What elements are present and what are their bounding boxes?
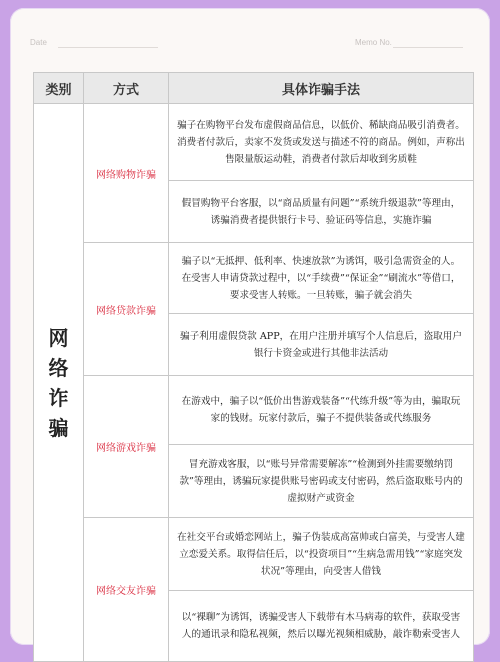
method-cell: 网络购物诈骗 — [84, 104, 169, 243]
technique-cell: 在社交平台或婚恋网站上，骗子伪装成高富帅或白富美，与受害人建立恋爱关系。取得信任后，以“投资项目”“生病急需用钱”“家庭突发状况”等理由，向受害人借钱 — [169, 518, 474, 591]
date-rule — [58, 47, 158, 48]
table-row — [34, 376, 474, 445]
technique-cell: 假冒购物平台客服，以“商品质量有问题”“系统升级退款”等理由，诱骗消费者提供银行卡号、验证码等信息，实施诈骗 — [169, 181, 474, 243]
category-cell — [34, 104, 84, 662]
technique-cell: 骗子以“无抵押、低利率、快速放款”为诱饵，吸引急需资金的人。在受害人申请贷款过程中，以“手续费”“保证金”“刷流水”等借口，要求受害人转账。一旦转账，骗子就会消失 — [169, 243, 474, 314]
date-label: Date — [30, 38, 47, 47]
table-row — [34, 104, 474, 181]
technique-cell: 冒充游戏客服，以“账号异常需要解冻”“检测到外挂需要缴纳罚款”等理由，诱骗玩家提供账号密码或支付密码，然后盗取账号内的虚拟财产或资金 — [169, 445, 474, 518]
method-cell: 网络交友诈骗 — [84, 518, 169, 662]
technique-cell: 以“裸聊”为诱饵，诱骗受害人下载带有木马病毒的软件，获取受害人的通讯录和隐私视频，然后以曝光视频相威胁，敲诈勒索受害人 — [169, 591, 474, 662]
technique-cell: 骗子利用虚假贷款 APP，在用户注册并填写个人信息后，盗取用户银行卡资金或进行其他非法活动 — [169, 314, 474, 376]
column-header-category: 类别 — [34, 73, 84, 104]
category-label — [34, 323, 83, 443]
category-char: 网 — [48, 325, 69, 350]
method-cell: 网络游戏诈骗 — [84, 376, 169, 518]
memo-rule — [393, 47, 463, 48]
column-header-technique: 具体诈骗手法 — [169, 73, 474, 104]
table-header-row — [34, 73, 474, 104]
category-char: 络 — [48, 355, 69, 380]
technique-cell: 在游戏中，骗子以“低价出售游戏装备”“代练升级”等为由，骗取玩家的钱财。玩家付款后，骗子不提供装备或代练服务 — [169, 376, 474, 445]
technique-cell: 骗子在购物平台发布虚假商品信息，以低价、稀缺商品吸引消费者。消费者付款后，卖家不发货或发送与描述不符的商品。例如，声称出售限量版运动鞋，消费者付款后却收到劣质鞋 — [169, 104, 474, 181]
column-header-method: 方式 — [84, 73, 169, 104]
fraud-table — [33, 72, 474, 662]
table-row — [34, 243, 474, 314]
date-field — [30, 38, 47, 47]
memo-label: Memo No. — [355, 38, 392, 47]
table-row — [34, 518, 474, 591]
category-char: 诈 — [48, 385, 69, 410]
category-char: 骗 — [48, 415, 69, 440]
method-cell: 网络贷款诈骗 — [84, 243, 169, 376]
memo-field — [355, 38, 392, 47]
